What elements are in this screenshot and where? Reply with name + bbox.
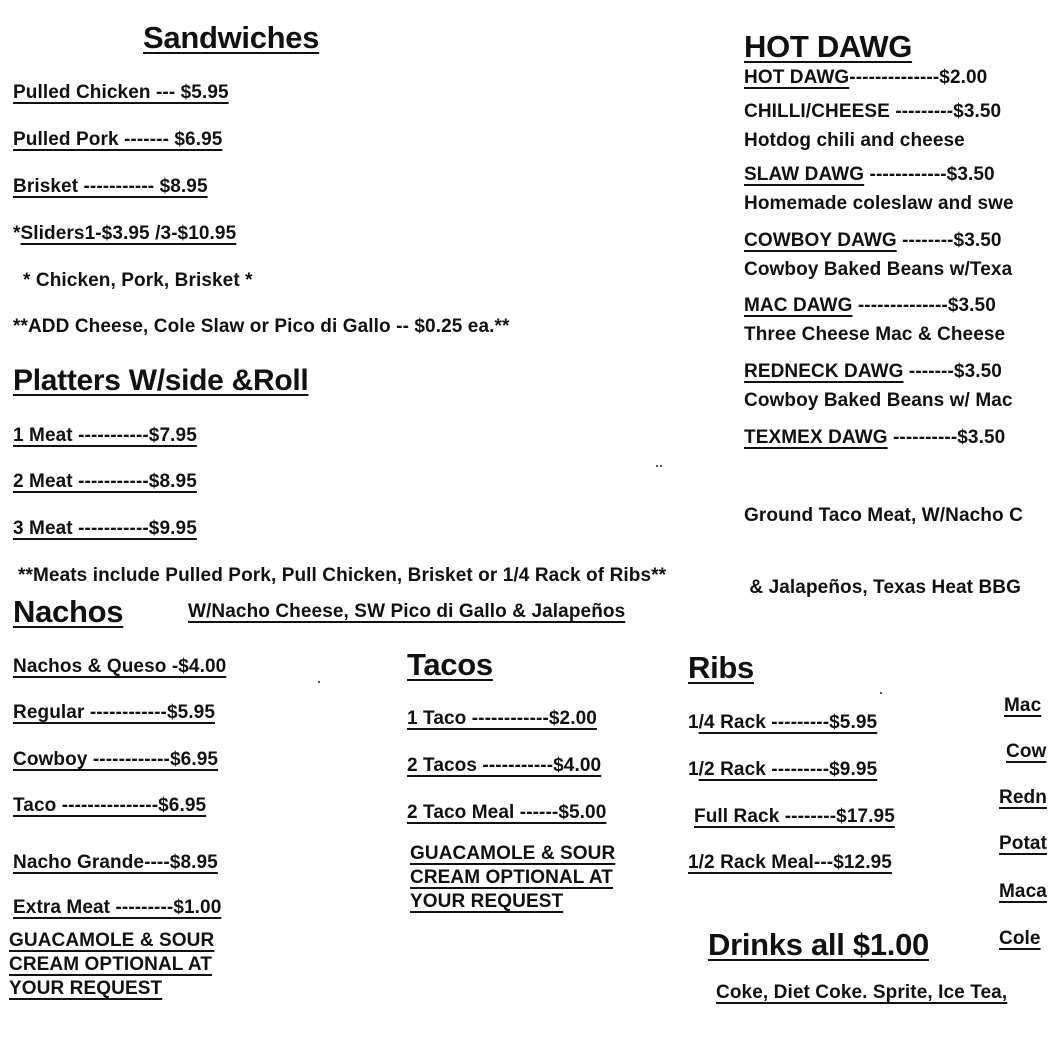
sandwiches-heading: Sandwiches [143, 20, 320, 55]
tacos-note-line: CREAM OPTIONAL AT [410, 867, 613, 888]
platter-item-1-meat: 1 Meat -----------$7.95 [13, 425, 197, 446]
side-item-partial: Redn [999, 787, 1047, 808]
platter-item-3-meat: 3 Meat -----------$9.95 [13, 518, 197, 539]
dawg-price: --------$3.50 [896, 230, 1002, 251]
hot-dawg-item-redneck [744, 362, 1002, 381]
taco-item-1-taco: 1 Taco ------------$2.00 [407, 708, 597, 729]
nacho-item-regular: Regular ------------$5.95 [13, 702, 215, 723]
drinks-list: Coke, Diet Coke. Sprite, Ice Tea, [716, 982, 1008, 1003]
nacho-item-queso: Nachos & Queso -$4.00 [13, 656, 227, 677]
nachos-subtitle: W/Nacho Cheese, SW Pico di Gallo & Jalapeños [188, 601, 626, 622]
side-item-partial: Potat [999, 833, 1047, 854]
scan-speck [660, 465, 662, 467]
side-item-partial: Cow [1006, 741, 1047, 762]
side-item-partial: Cole [999, 928, 1041, 949]
sliders-label: Sliders1-$3.95 /3-$10.95 [20, 223, 237, 244]
sliders-prefix: * [13, 223, 21, 244]
rib-item-label: /4 Rack ---------$5.95 [698, 712, 878, 733]
hot-dawg-item-chilli-cheese [744, 102, 1001, 121]
nacho-item-cowboy: Cowboy ------------$6.95 [13, 749, 219, 770]
tacos-heading: Tacos [407, 647, 493, 682]
sandwich-item-pulled-chicken: Pulled Chicken --- $5.95 [13, 82, 229, 103]
dawg-name: REDNECK DAWG [744, 361, 904, 382]
rib-item-full-rack: Full Rack --------$17.95 [694, 806, 895, 827]
scan-speck [318, 681, 320, 683]
texmex-description [744, 456, 1023, 624]
platter-meats-note: **Meats include Pulled Pork, Pull Chicken, Brisket or 1/4 Rack of Ribs** [18, 565, 667, 586]
nachos-heading: Nachos [13, 594, 124, 629]
scan-speck [656, 465, 658, 467]
rib-item-half-rack [688, 760, 877, 779]
hot-dawg-item-slaw [744, 165, 995, 184]
dawg-description: Three Cheese Mac & Cheese [744, 324, 1006, 345]
dawg-name: CHILLI/CHEESE [744, 101, 890, 122]
dawg-name: HOT DAWG [744, 67, 850, 88]
dawg-price: --------------$3.50 [852, 295, 996, 316]
dawg-description: Homemade coleslaw and swe [744, 193, 1014, 214]
dawg-name: TEXMEX DAWG [744, 427, 888, 448]
dawg-description: Cowboy Baked Beans w/Texa [744, 259, 1013, 280]
dawg-price: ---------$3.50 [889, 101, 1002, 122]
tacos-guacamole-note [410, 842, 615, 914]
rib-item-prefix: 1 [688, 712, 699, 733]
taco-item-2-tacos: 2 Tacos -----------$4.00 [407, 755, 602, 776]
rib-item-half-rack-meal: 1/2 Rack Meal---$12.95 [688, 852, 892, 873]
tacos-note-line: YOUR REQUEST [410, 891, 564, 912]
dawg-price: --------------$2.00 [849, 67, 988, 88]
sandwich-addon-note: **ADD Cheese, Cole Slaw or Pico di Gallo -- $0.25 ea.** [13, 316, 510, 337]
texmex-desc-line: Ground Taco Meat, W/Nacho C [744, 505, 1023, 526]
nachos-note-line: GUACAMOLE & SOUR [9, 930, 215, 951]
tacos-note-line: GUACAMOLE & SOUR [410, 843, 616, 864]
sandwich-item-pulled-pork: Pulled Pork ------- $6.95 [13, 129, 223, 150]
hot-dawg-heading: HOT DAWG [744, 29, 913, 64]
nacho-item-extra-meat: Extra Meat ---------$1.00 [13, 897, 222, 918]
dawg-price: ----------$3.50 [887, 427, 1006, 448]
dawg-name: COWBOY DAWG [744, 230, 897, 251]
dawg-price: -------$3.50 [903, 361, 1002, 382]
dawg-description: Cowboy Baked Beans w/ Mac [744, 390, 1013, 411]
hot-dawg-item-texmex [744, 428, 1005, 447]
hot-dawg-item-cowboy [744, 231, 1002, 250]
texmex-desc-line: & Jalapeños, Texas Heat BBG [744, 577, 1021, 598]
hot-dawg-item-mac [744, 296, 996, 315]
nachos-note-line: YOUR REQUEST [9, 978, 163, 999]
dawg-name: SLAW DAWG [744, 164, 865, 185]
dawg-name: MAC DAWG [744, 295, 853, 316]
ribs-heading: Ribs [688, 650, 754, 685]
nacho-item-taco: Taco ---------------$6.95 [13, 795, 207, 816]
platter-item-2-meat: 2 Meat -----------$8.95 [13, 471, 197, 492]
nacho-item-grande: Nacho Grande----$8.95 [13, 852, 218, 873]
scan-speck [880, 692, 882, 694]
nachos-note-line: CREAM OPTIONAL AT [9, 954, 212, 975]
rib-item-quarter-rack [688, 713, 877, 732]
side-item-partial: Maca [999, 881, 1047, 902]
sandwich-item-brisket: Brisket ----------- $8.95 [13, 176, 208, 197]
rib-item-prefix: 1 [688, 759, 699, 780]
dawg-price: ------------$3.50 [864, 164, 995, 185]
nachos-guacamole-note [9, 929, 214, 1001]
taco-item-meal: 2 Taco Meal ------$5.00 [407, 802, 607, 823]
platters-heading: Platters W/side &Roll [13, 364, 309, 397]
sandwich-item-sliders [13, 224, 236, 243]
drinks-heading: Drinks all $1.00 [708, 927, 929, 962]
dawg-description: Hotdog chili and cheese [744, 130, 965, 151]
hot-dawg-item-plain [744, 68, 987, 87]
slider-meat-options: * Chicken, Pork, Brisket * [23, 270, 253, 291]
side-item-partial: Mac [1004, 695, 1042, 716]
rib-item-label: /2 Rack ---------$9.95 [698, 759, 878, 780]
